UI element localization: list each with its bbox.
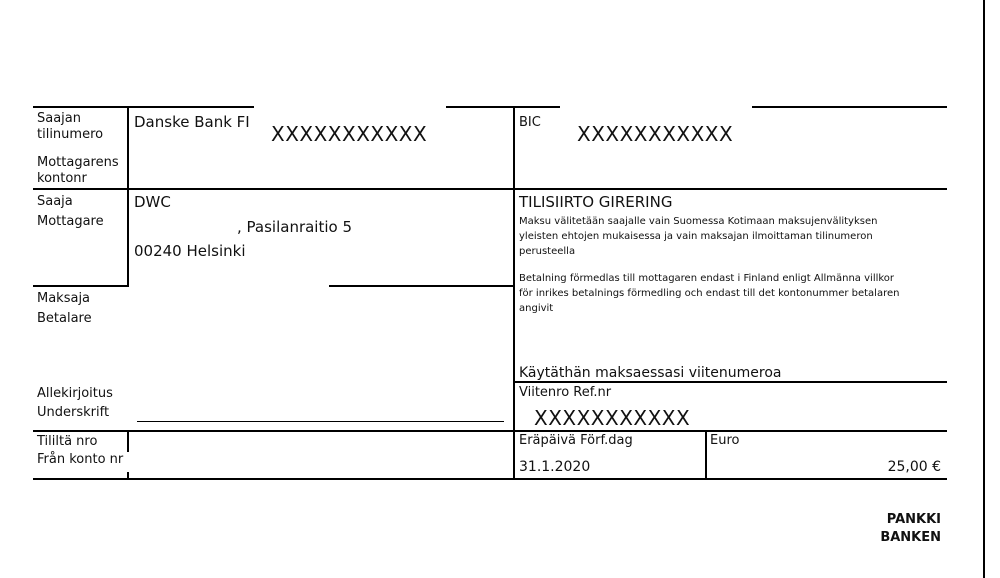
bic-masked: XXXXXXXXXXX [577,122,734,146]
bottom-border [33,478,947,480]
recipient-label: Saaja Mottagare [37,194,104,229]
amount-value: 25,00 € [887,459,941,475]
recipient-account-value: Danske Bank FI [134,113,250,131]
recipient-city: 00240 Helsinki [134,242,246,260]
info-text-sv: Betalning förmedlas till mottagaren endast i Finland enligt Allmänna villkor för inrikes betalnings förmedling och endast till det kontonummer betalaren angivit [519,273,900,314]
currency-label: Euro [710,433,740,448]
bank-label: PANKKI BANKEN [880,512,941,545]
due-date-label: Eräpäivä Förf.dag [519,433,633,448]
recipient-street: , Pasilanraitio 5 [237,218,353,236]
reference-masked: XXXXXXXXXXX [534,406,691,430]
reference-label: Viitenro Ref.nr [519,385,612,400]
reference-hint: Käytäthän maksaessasi viitenumeroa [519,365,782,381]
due-date-value: 31.1.2020 [519,459,591,475]
top-border [33,106,947,108]
recipient-account-label-sv: Mottagarens kontonr [37,155,119,186]
bic-label: BIC [519,115,541,130]
recipient-name: DWC [134,193,171,211]
signature-label: Allekirjoitus Underskrift [37,386,113,420]
recipient-account-masked: XXXXXXXXXXX [271,122,428,146]
amount-divider [705,430,707,480]
payer-label: Maksaja Betalare [37,291,92,326]
divider-recipient [33,188,947,190]
recipient-account-label: Saajan tilinumero [37,111,104,142]
transfer-title: TILISIIRTO GIRERING [519,193,673,211]
from-account-label: Tililtä nro Från konto nr [37,434,124,467]
redaction-from-account [126,452,132,472]
divider-from-account [33,430,947,432]
signature-line[interactable] [137,421,504,422]
right-edge-line [983,0,985,578]
center-divider [513,106,515,480]
info-text-fi: Maksu välitetään saajalle vain Suomessa Kotimaan maksujenvälityksen yleisten ehtojen mukaisessa ja vain maksajan ilmoittaman tilinumeron perusteella [519,216,878,257]
